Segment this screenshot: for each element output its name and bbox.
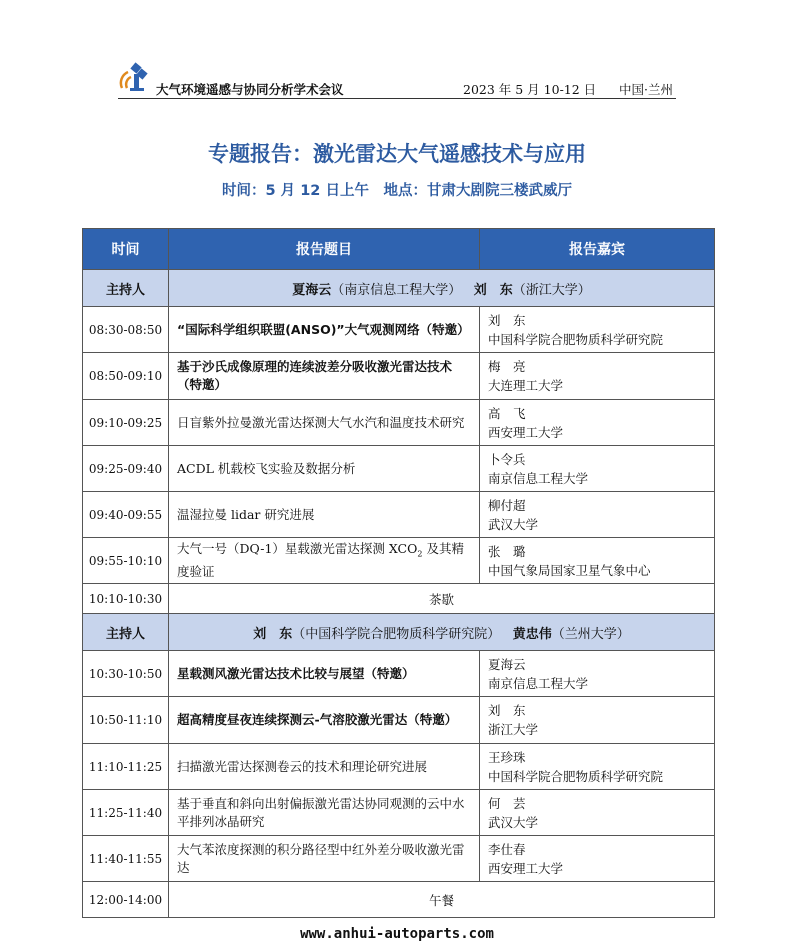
break-row: [83, 584, 715, 614]
table-row: [83, 697, 715, 744]
talk-topic: 基于沙氏成像原理的连续波差分吸收激光雷达技术（特邀）: [169, 353, 480, 400]
talk-topic: 日盲紫外拉曼激光雷达探测大气水汽和温度技术研究: [169, 400, 480, 446]
talk-time: 11:10-11:25: [83, 744, 169, 790]
speaker-org: 中国气象局国家卫星气象中心: [488, 562, 651, 578]
page-header: [118, 58, 676, 99]
speaker-org: 中国科学院合肥物质科学研究院: [488, 768, 664, 784]
host-label: 主持人: [83, 614, 169, 651]
talk-speaker: [480, 697, 715, 744]
speaker-name: 卜令兵: [488, 451, 526, 467]
speaker-org: 南京信息工程大学: [488, 470, 589, 486]
speaker-org: 大连理工大学: [488, 378, 564, 393]
break-time: 10:10-10:30: [83, 584, 169, 614]
speaker-org: 西安理工大学: [488, 860, 564, 876]
talk-time: 09:55-10:10: [83, 538, 169, 584]
table-row: [83, 744, 715, 790]
talk-topic: [169, 538, 480, 584]
header-time: 时间: [83, 229, 169, 270]
talk-speaker: [480, 307, 715, 353]
footer-url[interactable]: www.anhui-autoparts.com: [300, 926, 494, 942]
host-row: [83, 614, 715, 651]
speaker-org: 浙江大学: [488, 722, 539, 737]
talk-topic: 大气苯浓度探测的积分路径型中红外差分吸收激光雷达: [169, 836, 480, 882]
talk-speaker: [480, 446, 715, 492]
header-topic: 报告题目: [169, 229, 480, 270]
break-row: [83, 882, 715, 918]
talk-speaker: [480, 836, 715, 882]
talk-time: 10:50-11:10: [83, 697, 169, 744]
talk-time: 09:40-09:55: [83, 492, 169, 538]
host-names: [169, 614, 715, 651]
speaker-name: 何 芸: [488, 795, 526, 811]
conference-date: 2023 年 5 月 10-12 日: [463, 82, 597, 97]
table-row: [83, 651, 715, 697]
table-row: [83, 307, 715, 353]
talk-time: 11:40-11:55: [83, 836, 169, 882]
schedule-table: [82, 228, 715, 918]
host-org: （中国科学院合肥物质科学研究院）: [292, 626, 501, 642]
talk-topic: 基于垂直和斜向出射偏振激光雷达协同观测的云中水平排列冰晶研究: [169, 790, 480, 836]
host-names: [169, 270, 715, 307]
table-row: [83, 538, 715, 584]
topic-text: 及其精度验证: [177, 540, 464, 580]
break-label: 午餐: [169, 882, 715, 918]
talk-topic: 星载测风激光雷达技术比较与展望（特邀）: [169, 651, 480, 697]
host-name: 夏海云: [292, 282, 332, 298]
topic-text: 大气一号（DQ-1）星载激光雷达探测 XCO: [177, 540, 418, 556]
talk-speaker: [480, 651, 715, 697]
talk-topic: 扫描激光雷达探测卷云的技术和理论研究进展: [169, 744, 480, 790]
break-time: 12:00-14:00: [83, 882, 169, 918]
page-subtitle: 时间：5 月 12 日上午 地点：甘肃大剧院三楼武威厅: [222, 183, 572, 199]
talk-speaker: [480, 353, 715, 400]
talk-speaker: [480, 492, 715, 538]
talk-speaker: [480, 744, 715, 790]
speaker-name: 梅 亮: [488, 359, 526, 374]
talk-time: 08:50-09:10: [83, 353, 169, 400]
talk-topic: 超高精度昼夜连续探测云-气溶胶激光雷达（特邀）: [169, 697, 480, 744]
break-label: 茶歇: [169, 584, 715, 614]
host-row: [83, 270, 715, 307]
table-row: [83, 353, 715, 400]
table-row: [83, 492, 715, 538]
speaker-name: 李仕春: [488, 841, 526, 857]
speaker-name: 王珍珠: [488, 749, 526, 765]
host-org: （南京信息工程大学）: [331, 282, 462, 298]
conference-place: 中国·兰州: [619, 82, 673, 97]
talk-speaker: [480, 790, 715, 836]
speaker-name: 张 璐: [488, 543, 526, 559]
talk-topic: “国际科学组织联盟(ANSO)”大气观测网络（特邀）: [169, 307, 480, 353]
talk-speaker: [480, 538, 715, 584]
host-name: 刘 东: [473, 282, 513, 298]
talk-time: 10:30-10:50: [83, 651, 169, 697]
table-row: [83, 836, 715, 882]
host-name: 刘 东: [253, 626, 293, 642]
table-row: [83, 790, 715, 836]
talk-speaker: [480, 400, 715, 446]
speaker-name: 高 飞: [488, 405, 526, 421]
talk-time: 09:25-09:40: [83, 446, 169, 492]
talk-time: 08:30-08:50: [83, 307, 169, 353]
speaker-org: 南京信息工程大学: [488, 675, 589, 691]
satellite-icon: [118, 58, 154, 94]
speaker-org: 武汉大学: [488, 814, 539, 830]
talk-time: 09:10-09:25: [83, 400, 169, 446]
talk-time: 11:25-11:40: [83, 790, 169, 836]
host-org: （兰州大学）: [551, 626, 630, 642]
talk-topic: 温湿拉曼 lidar 研究进展: [169, 492, 480, 538]
page-title: 专题报告：激光雷达大气遥感技术与应用: [208, 142, 586, 166]
speaker-name: 夏海云: [488, 656, 526, 672]
table-row: [83, 446, 715, 492]
speaker-org: 中国科学院合肥物质科学研究院: [488, 331, 664, 347]
header-speaker: 报告嘉宾: [480, 229, 715, 270]
speaker-org: 武汉大学: [488, 516, 539, 532]
speaker-org: 西安理工大学: [488, 424, 564, 440]
host-label: 主持人: [83, 270, 169, 307]
speaker-name: 刘 东: [488, 703, 526, 718]
speaker-name: 柳付超: [488, 497, 526, 513]
topic-subscript: 2: [417, 549, 423, 559]
talk-topic: ACDL 机载校飞实验及数据分析: [169, 446, 480, 492]
table-row: [83, 400, 715, 446]
host-org: （浙江大学）: [512, 282, 591, 298]
host-name: 黄忠伟: [512, 626, 552, 642]
speaker-name: 刘 东: [488, 312, 526, 328]
conference-name: 大气环境遥感与协同分析学术会议: [156, 82, 344, 97]
table-header-row: [83, 229, 715, 270]
